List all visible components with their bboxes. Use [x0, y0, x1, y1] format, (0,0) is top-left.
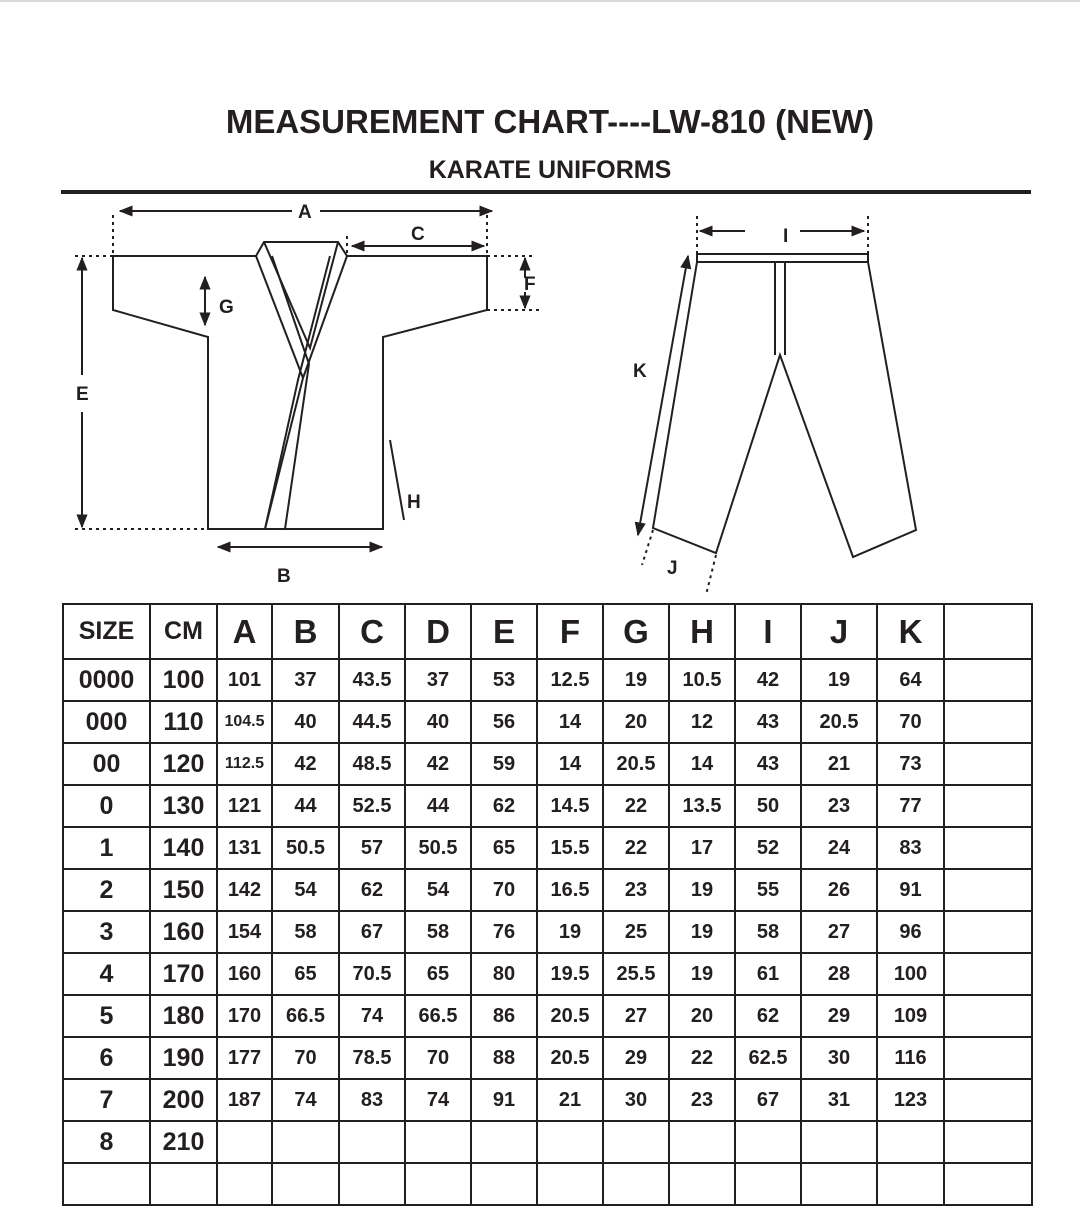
cell-i: 58	[735, 911, 801, 953]
cell-f: 16.5	[537, 869, 603, 911]
cell-e: 62	[471, 785, 537, 827]
cell-a	[217, 1163, 272, 1205]
cell-f: 15.5	[537, 827, 603, 869]
cell-d: 70	[405, 1037, 471, 1079]
cell-k	[877, 1163, 944, 1205]
cell-c: 67	[339, 911, 405, 953]
cell-blank	[944, 785, 1032, 827]
cell-h: 22	[669, 1037, 735, 1079]
cell-e: 80	[471, 953, 537, 995]
cell-f: 14.5	[537, 785, 603, 827]
table-row	[63, 827, 1032, 869]
cell-k	[877, 1121, 944, 1163]
cell-k: 77	[877, 785, 944, 827]
table-row	[63, 953, 1032, 995]
label-f: F	[524, 274, 536, 295]
cell-j	[801, 1163, 877, 1205]
cell-f: 21	[537, 1079, 603, 1121]
cell-blank	[944, 911, 1032, 953]
cell-h: 23	[669, 1079, 735, 1121]
header-g: G	[603, 604, 669, 659]
cell-d: 58	[405, 911, 471, 953]
cell-a	[217, 1121, 272, 1163]
cell-blank	[944, 1079, 1032, 1121]
cell-c: 83	[339, 1079, 405, 1121]
cell-a: 187	[217, 1079, 272, 1121]
cell-k: 123	[877, 1079, 944, 1121]
cell-c: 74	[339, 995, 405, 1037]
header-j: J	[801, 604, 877, 659]
pants-diagram	[653, 254, 916, 557]
cell-blank	[944, 1121, 1032, 1163]
cell-f: 12.5	[537, 659, 603, 701]
cell-i: 61	[735, 953, 801, 995]
cell-d: 74	[405, 1079, 471, 1121]
cell-blank	[944, 953, 1032, 995]
cell-cm: 210	[150, 1121, 217, 1163]
cell-b: 37	[272, 659, 339, 701]
cell-i: 42	[735, 659, 801, 701]
cell-blank	[944, 743, 1032, 785]
cell-k: 73	[877, 743, 944, 785]
cell-e	[471, 1163, 537, 1205]
cell-b: 66.5	[272, 995, 339, 1037]
table-row	[63, 659, 1032, 701]
cell-size: 4	[63, 953, 150, 995]
cell-cm: 120	[150, 743, 217, 785]
cell-e: 76	[471, 911, 537, 953]
label-c: C	[411, 224, 425, 245]
cell-h	[669, 1121, 735, 1163]
cell-a: 112.5	[217, 743, 272, 785]
cell-size: 00	[63, 743, 150, 785]
cell-g: 27	[603, 995, 669, 1037]
top-border	[0, 0, 1080, 2]
cell-b: 40	[272, 701, 339, 743]
cell-i: 50	[735, 785, 801, 827]
label-j: J	[667, 558, 678, 579]
cell-c	[339, 1121, 405, 1163]
cell-k: 91	[877, 869, 944, 911]
cell-e: 70	[471, 869, 537, 911]
cell-blank	[944, 1037, 1032, 1079]
table-row	[63, 995, 1032, 1037]
cell-h: 14	[669, 743, 735, 785]
cell-h: 17	[669, 827, 735, 869]
cell-e: 91	[471, 1079, 537, 1121]
cell-g: 23	[603, 869, 669, 911]
cell-cm: 140	[150, 827, 217, 869]
label-a: A	[298, 202, 312, 223]
cell-cm: 130	[150, 785, 217, 827]
cell-j: 19	[801, 659, 877, 701]
cell-d: 50.5	[405, 827, 471, 869]
cell-g: 22	[603, 785, 669, 827]
table-row	[63, 743, 1032, 785]
cell-e: 65	[471, 827, 537, 869]
table-row	[63, 701, 1032, 743]
table-row	[63, 869, 1032, 911]
cell-f: 19	[537, 911, 603, 953]
cell-k: 83	[877, 827, 944, 869]
cell-c: 78.5	[339, 1037, 405, 1079]
cell-size: 7	[63, 1079, 150, 1121]
cell-cm: 150	[150, 869, 217, 911]
cell-a: 160	[217, 953, 272, 995]
cell-g: 19	[603, 659, 669, 701]
cell-b: 65	[272, 953, 339, 995]
cell-cm: 160	[150, 911, 217, 953]
cell-cm: 110	[150, 701, 217, 743]
cell-a: 170	[217, 995, 272, 1037]
cell-c: 44.5	[339, 701, 405, 743]
table-row	[63, 785, 1032, 827]
cell-j: 29	[801, 995, 877, 1037]
cell-k: 109	[877, 995, 944, 1037]
cell-cm: 100	[150, 659, 217, 701]
table-row	[63, 1121, 1032, 1163]
cell-cm: 200	[150, 1079, 217, 1121]
cell-h: 13.5	[669, 785, 735, 827]
label-b: B	[277, 566, 291, 587]
table-header-row	[63, 604, 1032, 659]
cell-a: 101	[217, 659, 272, 701]
cell-e: 56	[471, 701, 537, 743]
header-c: C	[339, 604, 405, 659]
cell-g: 20	[603, 701, 669, 743]
page-subtitle: KARATE UNIFORMS	[428, 156, 672, 184]
cell-size: 5	[63, 995, 150, 1037]
table-row	[63, 911, 1032, 953]
jacket-diagram	[113, 242, 487, 529]
cell-cm: 170	[150, 953, 217, 995]
label-e: E	[76, 384, 89, 405]
cell-k: 116	[877, 1037, 944, 1079]
cell-b: 74	[272, 1079, 339, 1121]
cell-j: 24	[801, 827, 877, 869]
cell-i: 43	[735, 701, 801, 743]
cell-b: 44	[272, 785, 339, 827]
header-divider	[61, 190, 1031, 194]
cell-i: 43	[735, 743, 801, 785]
header-size: SIZE	[63, 604, 150, 659]
cell-b	[272, 1121, 339, 1163]
header-f: F	[537, 604, 603, 659]
cell-a: 177	[217, 1037, 272, 1079]
cell-k: 96	[877, 911, 944, 953]
cell-j: 30	[801, 1037, 877, 1079]
cell-blank	[944, 701, 1032, 743]
cell-c: 43.5	[339, 659, 405, 701]
cell-e: 53	[471, 659, 537, 701]
uniform-diagram	[0, 196, 1080, 601]
cell-j: 31	[801, 1079, 877, 1121]
header-a: A	[217, 604, 272, 659]
cell-h: 10.5	[669, 659, 735, 701]
cell-size: 3	[63, 911, 150, 953]
cell-a: 131	[217, 827, 272, 869]
cell-h: 19	[669, 869, 735, 911]
cell-e: 88	[471, 1037, 537, 1079]
cell-size: 0	[63, 785, 150, 827]
header-k: K	[877, 604, 944, 659]
cell-b: 42	[272, 743, 339, 785]
cell-h	[669, 1163, 735, 1205]
cell-b	[272, 1163, 339, 1205]
cell-b: 70	[272, 1037, 339, 1079]
header-e: E	[471, 604, 537, 659]
cell-a: 142	[217, 869, 272, 911]
cell-c: 70.5	[339, 953, 405, 995]
cell-i: 62.5	[735, 1037, 801, 1079]
cell-g	[603, 1121, 669, 1163]
cell-f: 14	[537, 701, 603, 743]
cell-d	[405, 1163, 471, 1205]
cell-g: 29	[603, 1037, 669, 1079]
cell-h: 20	[669, 995, 735, 1037]
cell-size: 2	[63, 869, 150, 911]
cell-c	[339, 1163, 405, 1205]
cell-e: 59	[471, 743, 537, 785]
cell-f: 20.5	[537, 995, 603, 1037]
cell-g	[603, 1163, 669, 1205]
header-blank	[944, 604, 1032, 659]
cell-f: 20.5	[537, 1037, 603, 1079]
cell-e: 86	[471, 995, 537, 1037]
cell-c: 62	[339, 869, 405, 911]
cell-c: 48.5	[339, 743, 405, 785]
cell-cm	[150, 1163, 217, 1205]
cell-c: 57	[339, 827, 405, 869]
cell-k: 100	[877, 953, 944, 995]
cell-j: 27	[801, 911, 877, 953]
cell-d: 66.5	[405, 995, 471, 1037]
cell-j	[801, 1121, 877, 1163]
cell-size: 1	[63, 827, 150, 869]
header-cm: CM	[150, 604, 217, 659]
label-k: K	[633, 361, 647, 382]
table-row	[63, 1079, 1032, 1121]
cell-b: 58	[272, 911, 339, 953]
cell-j: 26	[801, 869, 877, 911]
cell-h: 19	[669, 953, 735, 995]
cell-size: 8	[63, 1121, 150, 1163]
cell-f	[537, 1121, 603, 1163]
cell-size: 6	[63, 1037, 150, 1079]
page-title: MEASUREMENT CHART----LW-810 (NEW)	[225, 103, 875, 140]
cell-f	[537, 1163, 603, 1205]
cell-g: 22	[603, 827, 669, 869]
cell-h: 19	[669, 911, 735, 953]
cell-size: 000	[63, 701, 150, 743]
cell-a: 154	[217, 911, 272, 953]
cell-cm: 180	[150, 995, 217, 1037]
cell-cm: 190	[150, 1037, 217, 1079]
cell-e	[471, 1121, 537, 1163]
table-row	[63, 1037, 1032, 1079]
cell-a: 104.5	[217, 701, 272, 743]
cell-k: 64	[877, 659, 944, 701]
cell-d: 65	[405, 953, 471, 995]
cell-i	[735, 1163, 801, 1205]
header-i: I	[735, 604, 801, 659]
cell-blank	[944, 827, 1032, 869]
cell-d	[405, 1121, 471, 1163]
cell-h: 12	[669, 701, 735, 743]
cell-g: 25.5	[603, 953, 669, 995]
cell-g: 25	[603, 911, 669, 953]
cell-i: 62	[735, 995, 801, 1037]
cell-i: 67	[735, 1079, 801, 1121]
cell-g: 30	[603, 1079, 669, 1121]
cell-d: 42	[405, 743, 471, 785]
cell-size: 0000	[63, 659, 150, 701]
header-h: H	[669, 604, 735, 659]
cell-d: 44	[405, 785, 471, 827]
cell-blank	[944, 659, 1032, 701]
cell-b: 54	[272, 869, 339, 911]
label-g: G	[219, 297, 234, 318]
label-h: H	[407, 492, 421, 513]
cell-i: 52	[735, 827, 801, 869]
cell-j: 21	[801, 743, 877, 785]
cell-blank	[944, 995, 1032, 1037]
cell-i: 55	[735, 869, 801, 911]
cell-i	[735, 1121, 801, 1163]
cell-j: 23	[801, 785, 877, 827]
cell-c: 52.5	[339, 785, 405, 827]
table-row	[63, 1163, 1032, 1205]
header-b: B	[272, 604, 339, 659]
cell-d: 40	[405, 701, 471, 743]
cell-k: 70	[877, 701, 944, 743]
cell-f: 19.5	[537, 953, 603, 995]
cell-j: 28	[801, 953, 877, 995]
cell-d: 54	[405, 869, 471, 911]
cell-size	[63, 1163, 150, 1205]
cell-d: 37	[405, 659, 471, 701]
cell-b: 50.5	[272, 827, 339, 869]
measurement-table	[62, 603, 1033, 1206]
cell-blank	[944, 869, 1032, 911]
cell-j: 20.5	[801, 701, 877, 743]
cell-g: 20.5	[603, 743, 669, 785]
header-d: D	[405, 604, 471, 659]
cell-blank	[944, 1163, 1032, 1205]
label-i: I	[783, 226, 789, 247]
cell-a: 121	[217, 785, 272, 827]
cell-f: 14	[537, 743, 603, 785]
